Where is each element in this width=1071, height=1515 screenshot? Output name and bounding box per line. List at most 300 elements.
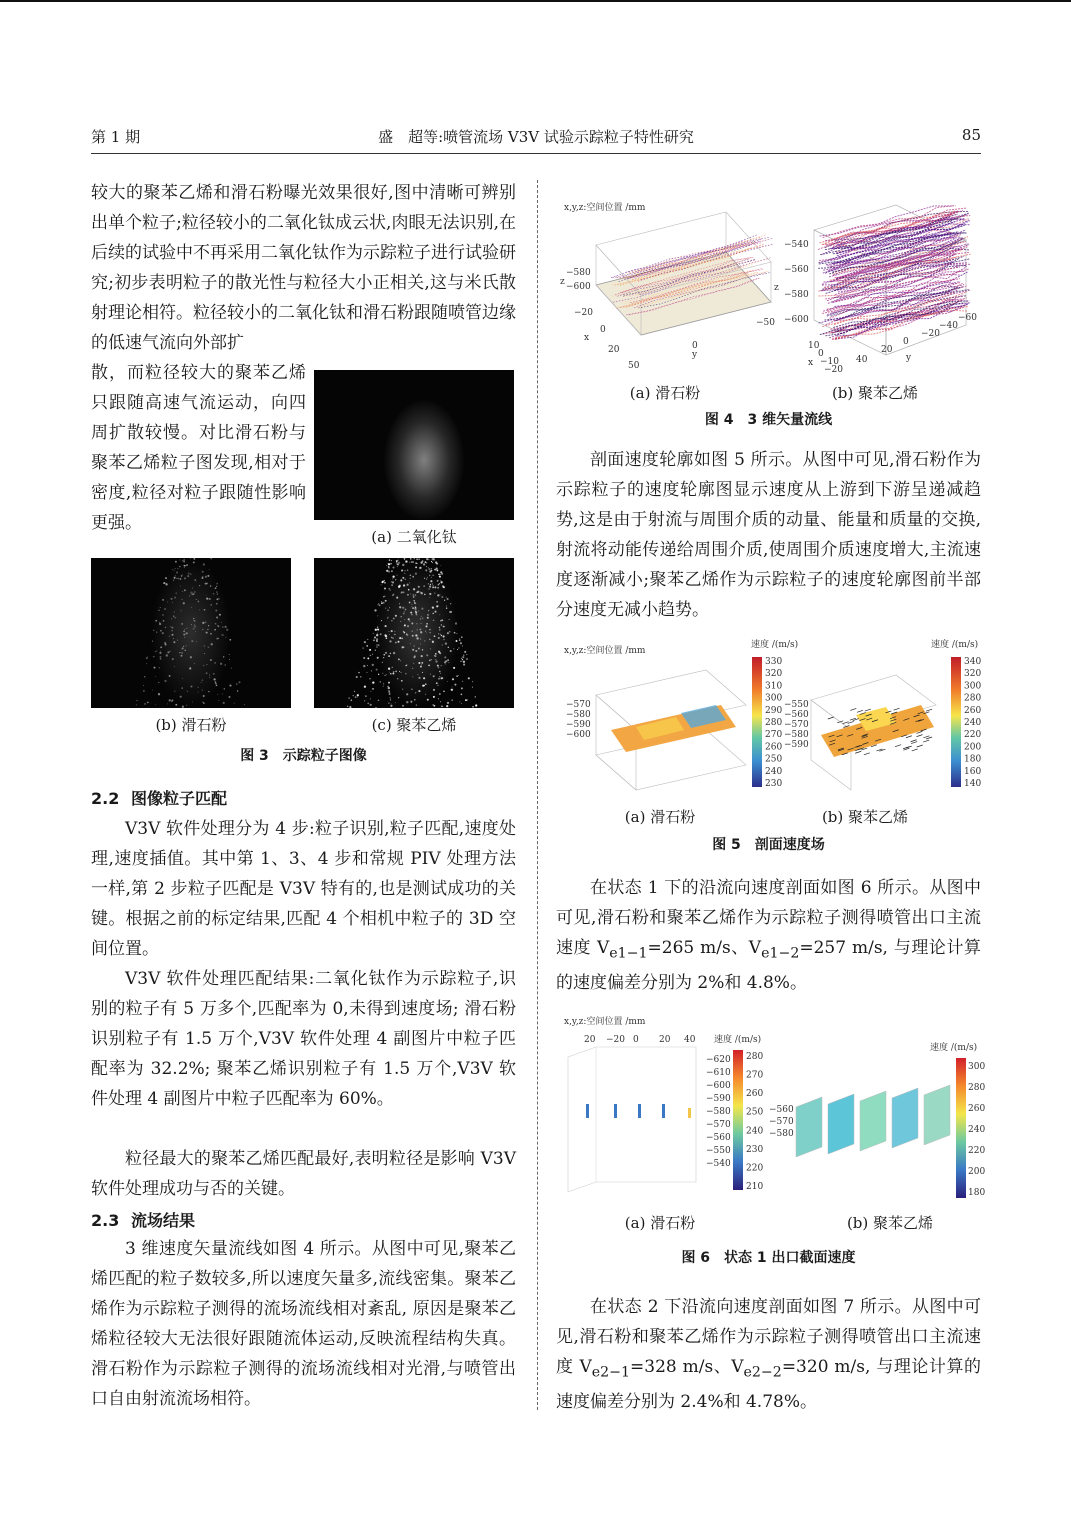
particle-dot bbox=[462, 656, 464, 658]
particle-dot bbox=[169, 699, 171, 701]
velocity-arrow bbox=[865, 709, 871, 711]
particle-dot bbox=[355, 696, 357, 698]
particle-dot bbox=[378, 674, 379, 675]
paragraph-state2-velocity: 在状态 2 下沿流向速度剖面如图 7 所示。从图中可见,滑石粉和聚苯乙烯作为示踪粒子测得喷管出口主流速度 $V_{e2-1}=328$ m/s、$V_{e2-2}=320$ m/s, 与理论计算的速度偏差分别为 2.4%和 4.78%。 bbox=[556, 1297, 981, 1413]
particle-dot bbox=[451, 689, 453, 691]
particle-dot bbox=[446, 705, 448, 707]
fig6-caption: 图 6 状态 1 出口截面速度 bbox=[681, 1250, 856, 1266]
particle-dot bbox=[456, 675, 457, 676]
particle-dot bbox=[475, 696, 477, 698]
svg-text:−580: −580 bbox=[769, 1129, 794, 1139]
z-tick: −560 bbox=[706, 1133, 731, 1143]
svg-text:−50: −50 bbox=[756, 318, 775, 328]
particle-dot bbox=[440, 701, 441, 702]
figure-6-exit-velocity bbox=[556, 1012, 986, 1202]
colorbar-tick: 280 bbox=[968, 1083, 986, 1093]
paragraph-particle-following: 散，而粒径较大的聚苯乙烯只跟随高速气流运动，向四周扩散较慢。对比滑石粉与聚苯乙烯粒子图发现,相对于密度,粒径对粒子跟随性影响更强。 bbox=[91, 363, 306, 533]
particle-dot bbox=[372, 681, 374, 683]
particle-dot bbox=[143, 690, 145, 692]
particle-dot bbox=[147, 656, 148, 657]
colorbar-tick: 140 bbox=[964, 779, 982, 789]
particle-dot bbox=[396, 561, 398, 563]
fig4-plot-b bbox=[774, 205, 977, 375]
particle-dot bbox=[231, 668, 232, 669]
running-header bbox=[91, 126, 981, 150]
particle-dot bbox=[367, 665, 368, 666]
particle-dot bbox=[468, 677, 470, 679]
velocity-slice bbox=[892, 1088, 918, 1148]
colorbar-tick: 200 bbox=[968, 1167, 986, 1177]
particle-dot bbox=[390, 705, 392, 707]
colorbar-tick: 160 bbox=[964, 766, 982, 777]
particle-dot bbox=[366, 645, 368, 647]
particle-dot bbox=[458, 675, 459, 676]
svg-text:40: 40 bbox=[684, 1035, 696, 1045]
particle-dot bbox=[370, 655, 372, 657]
svg-text:−560: −560 bbox=[784, 265, 809, 275]
svg-text:速度 /(m/s): 速度 /(m/s) bbox=[931, 640, 979, 650]
particle-dot bbox=[461, 687, 463, 689]
particle-dot bbox=[136, 700, 137, 701]
particle-dot bbox=[404, 557, 406, 559]
velocity-arrow bbox=[848, 721, 854, 723]
issue-number: 第 1 期 bbox=[91, 128, 141, 146]
particle-dot bbox=[365, 695, 366, 696]
particle-dot bbox=[356, 676, 358, 678]
velocity-arrow bbox=[926, 709, 932, 711]
particle-dot bbox=[461, 694, 463, 696]
section-2-2-heading bbox=[91, 786, 227, 809]
particle-dot bbox=[381, 584, 382, 585]
particle-dot bbox=[428, 559, 429, 560]
particle-dot bbox=[386, 570, 388, 572]
svg-text:20: 20 bbox=[584, 1035, 596, 1045]
svg-text:−600: −600 bbox=[566, 282, 591, 292]
colorbar-tick: 330 bbox=[765, 657, 783, 667]
particle-dot bbox=[466, 654, 467, 655]
colorbar-tick: 220 bbox=[968, 1146, 986, 1156]
svg-text:0: 0 bbox=[600, 325, 606, 335]
colorbar-tick: 280 bbox=[964, 693, 982, 704]
velocity-slice bbox=[796, 1097, 822, 1157]
velocity-slice bbox=[614, 1104, 617, 1118]
particle-dot bbox=[360, 677, 361, 678]
top-border bbox=[0, 0, 1071, 2]
velocity-arrow bbox=[855, 751, 861, 753]
colorbar-tick: 270 bbox=[746, 1070, 764, 1081]
svg-text:−570: −570 bbox=[566, 700, 591, 710]
particle-dot bbox=[218, 700, 219, 701]
particle-dot bbox=[379, 681, 381, 683]
fig5-caption-b: (b) 聚苯乙烯 bbox=[821, 808, 909, 826]
velocity-arrow bbox=[837, 721, 843, 723]
velocity-slice bbox=[860, 1091, 886, 1151]
colorbar-tick: 300 bbox=[765, 693, 783, 704]
particle-dot bbox=[357, 697, 358, 698]
svg-text:20: 20 bbox=[881, 345, 893, 355]
paragraph-v3v-steps: V3V 软件处理分为 4 步:粒子识别,粒子匹配,速度处理,速度插值。其中第 1、3、4 步和常规 PIV 处理方法一样,第 2 步粒子匹配是 V3V 特有的,也是测试成功的关键。根据之前的标定结果,匹配 4 个相机中粒子的 3D 空间位置。 bbox=[91, 819, 516, 959]
colorbar-tick: 260 bbox=[964, 705, 982, 716]
fig5-caption: 图 5 剖面速度场 bbox=[712, 837, 825, 853]
particle-dot bbox=[462, 681, 463, 682]
fig3-caption-a: (a) 二氧化钛 bbox=[371, 528, 457, 546]
svg-text:速度 /(m/s): 速度 /(m/s) bbox=[751, 640, 799, 650]
particle-dot bbox=[370, 691, 371, 692]
particle-dot bbox=[349, 706, 351, 708]
fig5-caption-a: (a) 滑石粉 bbox=[624, 808, 696, 826]
velocity-slice bbox=[662, 1104, 665, 1118]
particle-dot bbox=[460, 642, 462, 644]
svg-text:−600: −600 bbox=[784, 315, 809, 325]
svg-text:−560: −560 bbox=[784, 710, 809, 720]
fig6-colorbar-a bbox=[706, 1033, 763, 1192]
particle-dot bbox=[366, 672, 367, 673]
running-title: 盛 超等:喷管流场 V3V 试验示踪粒子特性研究 bbox=[378, 128, 694, 146]
particle-dot bbox=[363, 648, 364, 649]
particle-dot bbox=[146, 663, 147, 664]
particle-dot bbox=[353, 695, 354, 696]
particle-dot bbox=[367, 657, 369, 659]
figure-5-velocity-field bbox=[556, 635, 981, 800]
particle-dot bbox=[144, 703, 146, 705]
particle-dot bbox=[452, 678, 454, 680]
particle-dot bbox=[462, 645, 463, 646]
velocity-arrow bbox=[828, 717, 834, 719]
svg-text:−570: −570 bbox=[769, 1117, 794, 1127]
velocity-slice bbox=[924, 1085, 950, 1145]
particle-dot bbox=[158, 693, 160, 695]
svg-text:z: z bbox=[560, 277, 565, 287]
fig4-caption: 图 4 3 维矢量流线 bbox=[704, 412, 833, 428]
svg-text:0: 0 bbox=[903, 337, 909, 347]
particle-dot bbox=[441, 705, 443, 707]
colorbar-tick: 280 bbox=[746, 1052, 764, 1062]
colorbar-tick: 300 bbox=[964, 681, 982, 692]
column-divider bbox=[537, 180, 538, 1410]
fig6-axis-title: x,y,z:空间位置 /mm bbox=[564, 1017, 646, 1027]
particle-dot bbox=[152, 690, 153, 691]
svg-text:−600: −600 bbox=[566, 730, 591, 740]
velocity-arrow bbox=[864, 753, 870, 755]
colorbar-tick: 240 bbox=[765, 766, 783, 777]
colorbar-tick: 300 bbox=[968, 1062, 986, 1072]
velocity-slice bbox=[688, 1108, 691, 1118]
particle-dot bbox=[438, 698, 439, 699]
svg-text:40: 40 bbox=[856, 355, 868, 365]
svg-text:50: 50 bbox=[628, 361, 640, 371]
particle-dot bbox=[459, 701, 460, 702]
velocity-slice bbox=[828, 1094, 854, 1154]
particle-dot bbox=[466, 699, 467, 700]
particle-dot bbox=[217, 694, 218, 695]
svg-text:−580: −580 bbox=[566, 710, 591, 720]
fig5-colorbar-b bbox=[931, 638, 981, 789]
particle-dot bbox=[432, 704, 434, 706]
particle-dot bbox=[436, 563, 438, 565]
particle-dot bbox=[237, 690, 238, 691]
colorbar-tick: 250 bbox=[746, 1107, 764, 1118]
velocity-arrow bbox=[911, 742, 917, 744]
fig4-plot-a bbox=[560, 212, 775, 371]
particle-dot bbox=[447, 702, 449, 704]
photo-polystyrene bbox=[314, 558, 514, 708]
velocity-arrow bbox=[906, 736, 912, 738]
colorbar-tick: 310 bbox=[765, 681, 783, 692]
particle-dot bbox=[358, 672, 359, 673]
svg-text:−580: −580 bbox=[784, 730, 809, 740]
svg-text:−540: −540 bbox=[784, 240, 809, 250]
colorbar-tick: 220 bbox=[964, 730, 982, 741]
colorbar-tick: 250 bbox=[765, 754, 783, 765]
colorbar-tick: 270 bbox=[765, 730, 783, 741]
svg-text:20: 20 bbox=[608, 345, 620, 355]
particle-dot bbox=[391, 560, 392, 561]
particle-dot bbox=[387, 563, 388, 564]
fig4-caption-a: (a) 滑石粉 bbox=[629, 384, 701, 402]
z-tick: −570 bbox=[706, 1120, 731, 1130]
particle-dot bbox=[462, 659, 463, 660]
particle-dot bbox=[238, 681, 240, 683]
svg-text:−20: −20 bbox=[606, 1035, 625, 1045]
section-number: 2.3 bbox=[91, 1211, 120, 1230]
z-tick: −590 bbox=[706, 1094, 731, 1104]
particle-dot bbox=[433, 558, 435, 560]
velocity-arrow bbox=[895, 745, 901, 747]
z-tick: −580 bbox=[706, 1107, 731, 1117]
particle-dot bbox=[388, 703, 389, 704]
velocity-arrow bbox=[917, 735, 923, 737]
particle-dot bbox=[381, 581, 383, 583]
colorbar-tick: 240 bbox=[968, 1125, 986, 1135]
colorbar-tick: 260 bbox=[968, 1104, 986, 1114]
svg-text:−60: −60 bbox=[958, 313, 977, 323]
particle-dot bbox=[229, 685, 231, 687]
particle-dot bbox=[224, 688, 225, 689]
particle-dot bbox=[463, 661, 465, 663]
page-number: 85 bbox=[961, 126, 981, 144]
svg-text:−20: −20 bbox=[574, 308, 593, 318]
velocity-arrow bbox=[857, 710, 863, 712]
particle-dot bbox=[222, 693, 223, 694]
fig4-axis-title: x,y,z:空间位置 /mm bbox=[564, 203, 646, 213]
particle-dot bbox=[244, 704, 245, 705]
colorbar-tick: 260 bbox=[746, 1089, 764, 1100]
svg-text:0: 0 bbox=[692, 341, 698, 351]
z-tick: −610 bbox=[706, 1068, 731, 1078]
particle-dot bbox=[386, 565, 387, 566]
particle-dot bbox=[370, 704, 372, 706]
colorbar-tick: 240 bbox=[746, 1126, 764, 1137]
velocity-arrow bbox=[894, 708, 900, 710]
particle-dot bbox=[147, 702, 149, 704]
particle-dot bbox=[155, 704, 156, 705]
velocity-arrow bbox=[923, 736, 929, 738]
particle-dot bbox=[466, 658, 468, 660]
particle-dot bbox=[451, 699, 453, 701]
colorbar-tick: 240 bbox=[964, 718, 982, 728]
velocity-slice bbox=[638, 1104, 641, 1118]
z-tick: −600 bbox=[706, 1081, 731, 1091]
colorbar-tick: 230 bbox=[765, 779, 783, 789]
velocity-arrow bbox=[923, 740, 929, 742]
particle-dot bbox=[363, 657, 365, 659]
z-tick: −540 bbox=[706, 1159, 731, 1169]
particle-dot bbox=[367, 639, 368, 640]
z-tick: −550 bbox=[706, 1146, 731, 1156]
fig4-caption-b: (b) 聚苯乙烯 bbox=[831, 384, 919, 402]
colorbar-tick: 220 bbox=[746, 1163, 764, 1174]
fig5-axis-title: x,y,z:空间位置 /mm bbox=[564, 646, 646, 656]
particle-dot bbox=[390, 563, 391, 564]
svg-text:−10: −10 bbox=[820, 357, 839, 367]
colorbar-tick: 320 bbox=[765, 669, 783, 680]
svg-text:y: y bbox=[692, 350, 698, 360]
particle-dot bbox=[402, 705, 404, 707]
particle-dot bbox=[376, 669, 378, 671]
particle-dot bbox=[372, 688, 374, 690]
paragraph-velocity-profile: 剖面速度轮廓如图 5 所示。从图中可见,滑石粉作为示踪粒子的速度轮廓图显示速度从上游到下游呈递减趋势,这是由于射流与周围介质的动量、能量和质量的交换,射流将动能传递给周围介质,使周围介质速度增大,主流速度逐渐减小;聚苯乙烯作为示踪粒子的速度轮廓图前半部分速度无减小趋势。 bbox=[556, 450, 981, 620]
svg-text:−20: −20 bbox=[921, 329, 940, 339]
colorbar-tick: 180 bbox=[968, 1188, 986, 1198]
fig6-caption-a: (a) 滑石粉 bbox=[624, 1214, 696, 1232]
particle-dot bbox=[390, 699, 391, 700]
velocity-arrow bbox=[912, 749, 918, 751]
particle-dot bbox=[167, 703, 168, 704]
particle-dot bbox=[463, 655, 464, 656]
particle-dot bbox=[375, 707, 376, 708]
particle-dot bbox=[459, 638, 460, 639]
paragraph-matching-results: V3V 软件处理匹配结果:二氧化钛作为示踪粒子,识别的粒子有 5 万多个,匹配率为 0,未得到速度场; 滑石粉识别粒子有 1.5 万个,V3V 软件处理 4 副图片中粒子匹配率为 32.2%; 聚苯乙烯识别粒子有 1.5 万个,V3V 软件处理 4 副图片中粒子匹配率为 60%。 bbox=[91, 969, 516, 1109]
particle-dot bbox=[369, 649, 371, 651]
velocity-arrow bbox=[911, 740, 917, 742]
particle-dot bbox=[461, 636, 463, 638]
svg-text:−590: −590 bbox=[566, 720, 591, 730]
paragraph-streamlines: 3 维速度矢量流线如图 4 所示。从图中可见,聚苯乙烯匹配的粒子数较多,所以速度矢量多,流线密集。聚苯乙烯作为示踪粒子测得的流场流线相对紊乱, 原因是聚苯乙烯粒径较大无法很好跟随流体运动,反映流程结构失真。滑石粉作为示踪粒子测得的流场流线相对光滑,与喷管出口自由射流流场相符。 bbox=[91, 1239, 516, 1409]
particle-dot bbox=[472, 706, 474, 708]
svg-text:0: 0 bbox=[633, 1035, 639, 1045]
paragraph-state1-velocity: 在状态 1 下的沿流向速度剖面如图 6 所示。从图中可见,滑石粉和聚苯乙烯作为示踪粒子测得喷管出口主流速度 $V_{e1-1}=265$ m/s、$V_{e1-2}=257$ m/s, 与理论计算的速度偏差分别为 2%和 4.8%。 bbox=[556, 878, 981, 994]
svg-text:速度 /(m/s): 速度 /(m/s) bbox=[930, 1043, 978, 1053]
fig6-plot-b bbox=[769, 1085, 950, 1157]
fig3-caption-c: (c) 聚苯乙烯 bbox=[371, 716, 457, 734]
particle-dot bbox=[357, 694, 359, 696]
fig6-caption-b: (b) 聚苯乙烯 bbox=[846, 1214, 934, 1232]
colorbar-tick: 180 bbox=[964, 754, 982, 765]
z-tick: −620 bbox=[706, 1055, 731, 1065]
svg-text:x: x bbox=[584, 333, 590, 343]
particle-dot bbox=[146, 657, 148, 659]
velocity-arrow bbox=[850, 708, 856, 710]
particle-dot bbox=[395, 702, 396, 703]
particle-dot bbox=[463, 664, 465, 666]
particle-dot bbox=[369, 678, 370, 679]
particle-dot bbox=[144, 676, 146, 678]
svg-text:速度 /(m/s): 速度 /(m/s) bbox=[714, 1035, 762, 1045]
particle-dot bbox=[364, 700, 365, 701]
particle-dot bbox=[364, 686, 366, 688]
svg-text:−590: −590 bbox=[784, 740, 809, 750]
particle-dot bbox=[363, 665, 365, 667]
svg-text:x: x bbox=[808, 358, 814, 368]
particle-dot bbox=[236, 683, 237, 684]
section-title: 流场结果 bbox=[131, 1211, 196, 1230]
figure-4-streamlines bbox=[556, 190, 981, 380]
colorbar-tick: 260 bbox=[765, 742, 783, 753]
particle-dot bbox=[383, 686, 384, 687]
particle-dot bbox=[347, 706, 348, 707]
svg-text:0: 0 bbox=[818, 349, 824, 359]
particle-dot bbox=[229, 696, 231, 698]
colorbar-tick: 200 bbox=[964, 742, 982, 753]
particle-dot bbox=[460, 661, 461, 662]
particle-dot bbox=[461, 658, 462, 659]
svg-text:10: 10 bbox=[808, 341, 820, 351]
particle-dot bbox=[389, 697, 390, 698]
particle-dot bbox=[461, 703, 462, 704]
particle-dot bbox=[348, 697, 349, 698]
particle-dot bbox=[458, 648, 459, 649]
particle-dot bbox=[210, 558, 212, 560]
section-number: 2.2 bbox=[91, 789, 120, 808]
particle-dot bbox=[464, 651, 466, 653]
paragraph-particle-scattering: 较大的聚苯乙烯和滑石粉曝光效果很好,图中清晰可辨别出单个粒子;粒径较小的二氧化钛成云状,肉眼无法识别,在后续的试验中不再采用二氧化钛作为示踪粒子进行试验研究;初步表明粒子的散光性与粒径大小正相关,这与米氏散射理论相符。粒径较小的二氧化钛和滑石粉跟随喷管边缘的低速气流向外部扩 bbox=[91, 183, 516, 353]
particle-dot bbox=[354, 691, 355, 692]
particle-dot bbox=[472, 681, 473, 682]
particle-dot bbox=[372, 664, 374, 666]
colorbar-tick: 340 bbox=[964, 657, 982, 667]
particle-dot bbox=[372, 654, 373, 655]
particle-dot bbox=[378, 700, 379, 701]
particle-dot bbox=[223, 702, 225, 704]
particle-dot bbox=[459, 639, 461, 641]
velocity-arrow bbox=[917, 745, 923, 747]
svg-text:−550: −550 bbox=[784, 700, 809, 710]
svg-text:−580: −580 bbox=[566, 268, 591, 278]
particle-dot bbox=[391, 703, 392, 704]
fig3-caption: 图 3 示踪粒子图像 bbox=[240, 748, 367, 764]
velocity-slice bbox=[586, 1104, 589, 1118]
particle-dot bbox=[389, 693, 391, 695]
photo-talc bbox=[91, 558, 291, 708]
header-rule bbox=[91, 153, 981, 154]
particle-dot bbox=[454, 684, 456, 686]
svg-text:−570: −570 bbox=[784, 720, 809, 730]
particle-dot bbox=[371, 670, 372, 671]
velocity-arrow bbox=[843, 722, 849, 724]
colorbar-tick: 320 bbox=[964, 669, 982, 680]
particle-dot bbox=[452, 687, 453, 688]
svg-text:z: z bbox=[774, 283, 779, 293]
fig3-caption-b: (b) 滑石粉 bbox=[155, 716, 227, 734]
svg-text:y: y bbox=[906, 353, 912, 363]
colorbar-tick: 230 bbox=[746, 1144, 764, 1155]
particle-dot bbox=[472, 687, 473, 688]
particle-dot bbox=[370, 698, 371, 699]
particle-dot bbox=[398, 559, 399, 560]
svg-text:20: 20 bbox=[659, 1035, 671, 1045]
section-title: 图像粒子匹配 bbox=[131, 789, 228, 808]
particle-dot bbox=[143, 685, 144, 686]
svg-text:−560: −560 bbox=[769, 1105, 794, 1115]
svg-text:−40: −40 bbox=[939, 321, 958, 331]
svg-text:−580: −580 bbox=[784, 290, 809, 300]
svg-text:−20: −20 bbox=[824, 365, 843, 375]
particle-dot bbox=[388, 566, 390, 568]
fig6-plot-a bbox=[568, 1035, 696, 1192]
photo-titanium-dioxide bbox=[314, 370, 514, 520]
section-2-3-heading bbox=[91, 1208, 195, 1231]
particle-dot bbox=[158, 682, 159, 683]
